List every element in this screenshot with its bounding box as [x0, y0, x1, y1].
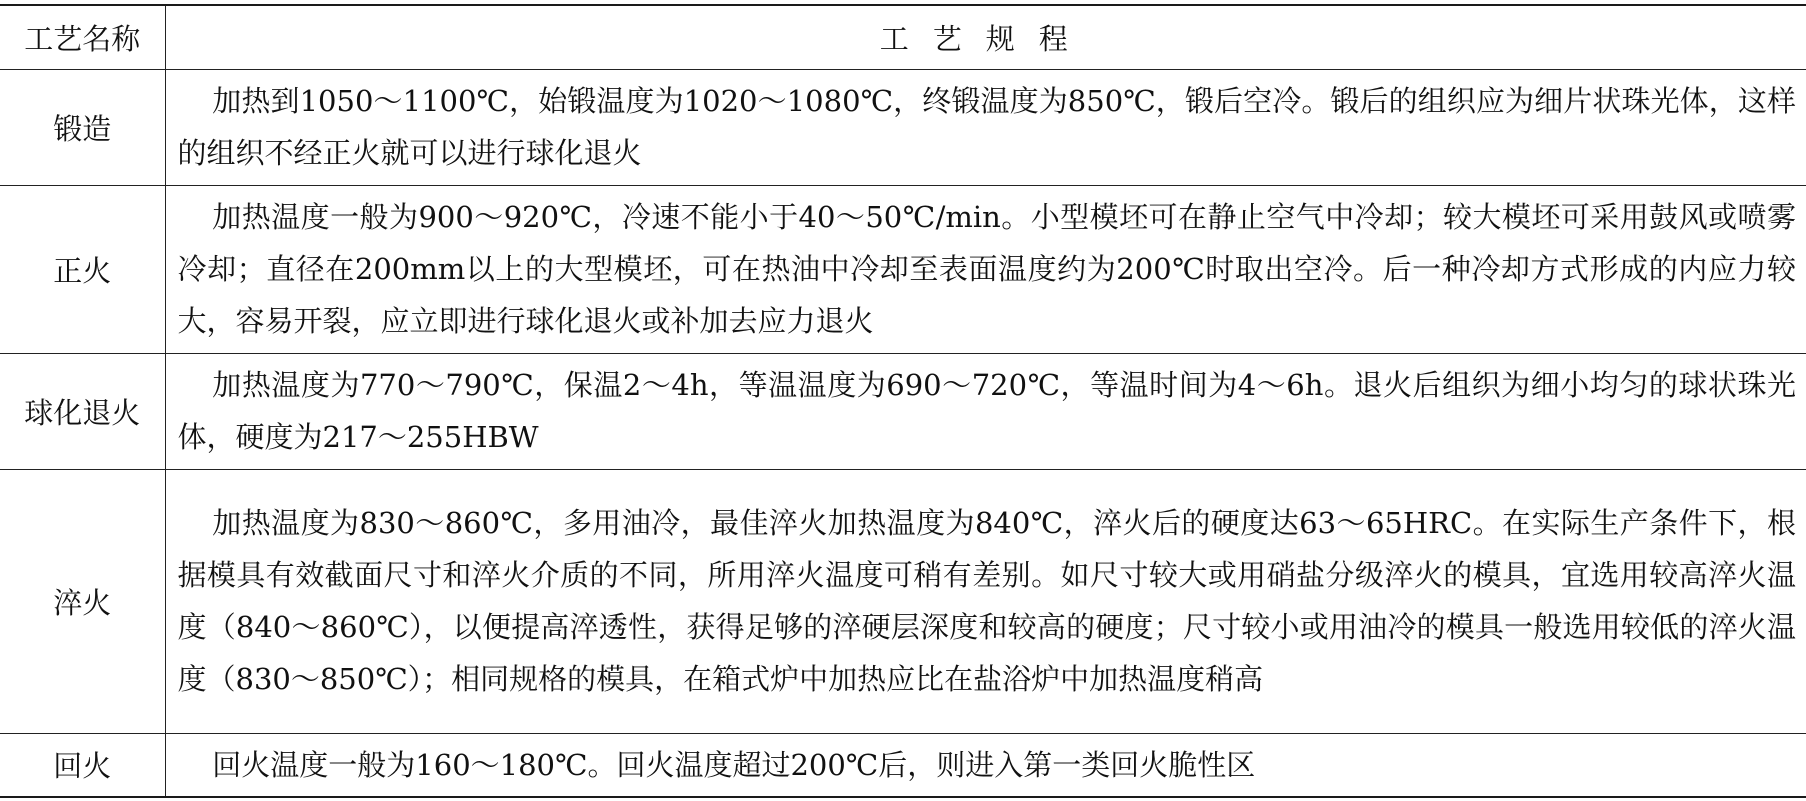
- process-spec-cell: [165, 733, 1806, 797]
- process-spec-text: 加热温度为830～860℃，多用油冷，最佳淬火加热温度为840℃，淬火后的硬度达63～65HRC。在实际生产条件下，根据模具有效截面尺寸和淬火介质的不同，所用淬火温度可稍有差别。如尺寸较大或用硝盐分级淬火的模具，宜选用较高淬火温度（840～860℃），以便提高淬透性，获得足够的淬硬层深度和较高的硬度；尺寸较小或用油冷的模具一般选用较低的淬火温度（830～850℃）；相同规格的模具，在箱式炉中加热应比在盐浴炉中加热温度稍高: [177, 506, 1796, 696]
- process-spec-cell: [165, 69, 1806, 185]
- table-header-row: [0, 5, 1806, 69]
- table-row-normalizing: [0, 185, 1806, 353]
- process-spec-cell: [165, 469, 1806, 733]
- table-row-quenching: [0, 469, 1806, 733]
- table-row-tempering: [0, 733, 1806, 797]
- header-process-spec: 工艺规程: [165, 5, 1806, 69]
- process-name-cell: 淬火: [0, 469, 165, 733]
- table-row-forging: [0, 69, 1806, 185]
- process-spec-cell: [165, 353, 1806, 469]
- process-name-cell: 锻造: [0, 69, 165, 185]
- process-spec-text: 加热到1050～1100℃，始锻温度为1020～1080℃，终锻温度为850℃，锻后空冷。锻后的组织应为细片状珠光体，这样的组织不经正火就可以进行球化退火: [177, 84, 1796, 170]
- process-spec-text: 加热温度为770～790℃，保温2～4h，等温温度为690～720℃，等温时间为4～6h。退火后组织为细小均匀的球状珠光体，硬度为217～255HBW: [177, 368, 1796, 454]
- process-name-cell: 球化退火: [0, 353, 165, 469]
- table-row-spheroidizing-annealing: [0, 353, 1806, 469]
- process-spec-cell: [165, 185, 1806, 353]
- header-process-name: 工艺名称: [0, 5, 165, 69]
- process-spec-table: [0, 4, 1806, 798]
- process-spec-text: 加热温度一般为900～920℃，冷速不能小于40～50℃/min。小型模坯可在静止空气中冷却；较大模坯可采用鼓风或喷雾冷却；直径在200mm以上的大型模坯，可在热油中冷却至表面温度约为200℃时取出空冷。后一种冷却方式形成的内应力较大，容易开裂，应立即进行球化退火或补加去应力退火: [177, 200, 1796, 338]
- process-name-cell: 回火: [0, 733, 165, 797]
- process-name-cell: 正火: [0, 185, 165, 353]
- process-spec-text: 回火温度一般为160～180℃。回火温度超过200℃后，则进入第一类回火脆性区: [212, 747, 1256, 782]
